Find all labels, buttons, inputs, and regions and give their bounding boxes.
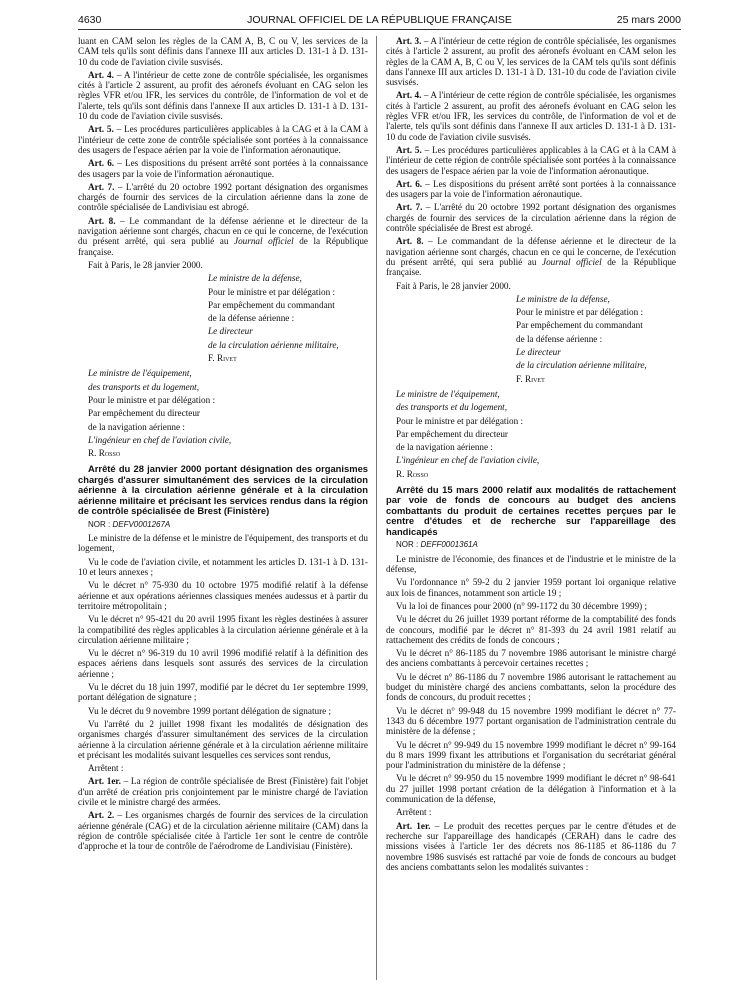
page-header: [78, 14, 681, 28]
article-label: Art. 3.: [396, 36, 422, 46]
article-label: Art. 1er.: [396, 820, 431, 831]
article-7: Art. 7. – L'arrêté du 20 octobre 1992 portant désignation des organismes chargés de fournir des services de la circulation aérienne dans la zone de contrôle spécialisée de Landivisiau est abrogé.: [78, 181, 368, 213]
page-number: 4630: [78, 14, 102, 26]
visa: Vu le décret n° 95-421 du 20 avril 1995 fixant les règles destinées à assurer la compatibilité des règles applicables à la circulation aérienne générale et à la circulation aérienne militaire ;: [78, 614, 368, 645]
visa: Vu le décret du 18 juin 1997, modifié par le décret du 1er septembre 1999, portant délégation de signature ;: [78, 682, 368, 703]
article-label: Art. 7.: [88, 181, 115, 192]
article-label: Art. 5.: [88, 124, 114, 135]
preamble: Le ministre de la défense et le ministre de l'équipement, des transports et du logement,: [78, 533, 368, 554]
right-column: [386, 36, 676, 875]
article-7: Art. 7. – L'arrêté du 20 octobre 1992 portant désignation des organismes chargés de fournir des services de la circulation aérienne dans la région de contrôle spécialisée de Brest est abrogé.: [386, 202, 676, 234]
article-4: Art. 4. – A l'intérieur de cette zone de contrôle spécialisée, les organismes cités à l'article 2 assurent, au profit des aéronefs évoluant en CAG selon les règles VFR et/ou IFR, les services du contrôle, de l'information de vol et de l'alerte, tels qu'ils sont définis dans l'annexe II aux articles D. 131-1 à D. 131-10 du code de l'aviation civile susvisés.: [78, 69, 368, 122]
article-5: Art. 5. – Les procédures particulières applicables à la CAG et à la CAM à l'intérieur de cette région de contrôle spécialisée sont portées à la connaissance des usagers de l'espace aérien par la voie de l'information aéronautique.: [386, 144, 676, 176]
visa: Vu la loi de finances pour 2000 (n° 99-1172 du 30 décembre 1999) ;: [396, 600, 648, 611]
visa: Vu le décret n° 99-948 du 15 novembre 1999 modifiant le décret n° 77-1343 du 6 décembre 1977 portant organisation de l'administration centrale du ministère de la défense ;: [386, 705, 676, 737]
visa: Vu le décret du 26 juillet 1939 portant réforme de la comptabilité des fonds de concours, modifié par le décret n° 81-393 du 24 avril 1981 relatif au rattachement des crédits de fonds de concours ;: [386, 614, 676, 645]
signature-defense: Le ministre de la défense, Pour le ministre et par délégation : Par empêchement du commandant de la défense aérienne : Le directeur de la circulation aérienne militaire, F. Rivet: [386, 294, 676, 384]
paragraph: luant en CAM selon les règles de la CAM A, B, C ou V, les services de la CAM tels qu'ils sont définis dans l'annexe III aux articles D. 131-1 à D. 131-10 du code de l'aviation civile susvisés.: [78, 36, 368, 67]
article-3: Art. 3. – A l'intérieur de cette région de contrôle spécialisée, les organismes cités à l'article 2 assurent, au profit des aéronefs évoluant en CAM selon les règles de la CAM A, B, C ou V, les services de la CAM tels qu'ils sont définis dans l'annexe III aux articles D. 131-1 à D. 131-10 du code de l'aviation civile susvisés.: [386, 36, 676, 88]
visa: Vu le code de l'aviation civile, et notamment les articles D. 131-1 à D. 131-10 et leurs annexes ;: [78, 556, 368, 578]
article-label: Art. 5.: [396, 144, 422, 155]
signatory-name: R. Rosso: [396, 468, 429, 479]
signature-defense: Le ministre de la défense, Pour le ministre et par délégation : Par empêchement du commandant de la défense aérienne : Le directeur de la circulation aérienne militaire, F. Rivet: [78, 273, 368, 363]
signing-place-date: Fait à Paris, le 28 janvier 2000.: [396, 280, 511, 291]
visa: Vu le décret n° 99-949 du 15 novembre 1999 modifiant le décret n° 99-164 du 8 mars 1999 fixant les attributions et l'organisation du secrétariat général pour l'administration du ministère de la défense ;: [386, 739, 676, 771]
article-4: Art. 4. – A l'intérieur de cette région de contrôle spécialisée, les organismes cités à l'article 2 assurent, au profit des aéronefs évoluant en CAG selon les règles VFR et/ou IFR, les services du contrôle, de l'information de vol et de l'alerte, tels qu'ils sont définis dans l'annexe II aux articles D. 131-1 à D. 131-10 du code de l'aviation civile susvisés.: [386, 90, 676, 142]
arretent-heading: Arrêtent :: [396, 807, 432, 818]
signature-equipement: Le ministre de l'équipement, des transports et du logement, Pour le ministre et par délégation : Par empêchement du directeur de la navigation aérienne : L'ingénieur en chef de l'aviation civile, R. Rosso: [78, 368, 258, 458]
article-6: Art. 6. – Les dispositions du présent arrêté sont portées à la connaissance des usagers par la voie de l'information aéronautique.: [78, 158, 368, 179]
article-label: Art. 6.: [88, 158, 115, 169]
left-column: [78, 36, 368, 855]
preamble: Le ministre de l'économie, des finances et de l'industrie et le ministre de la défense,: [386, 553, 676, 575]
journal-title: JOURNAL OFFICIEL DE LA RÉPUBLIQUE FRANÇAISE: [247, 14, 512, 26]
visa: Vu le décret du 9 novembre 1999 portant délégation de signature ;: [88, 705, 332, 716]
article-1: Art. 1er. – La région de contrôle spécialisée de Brest (Finistère) fait l'objet d'un arrêté de création pris conjointement par le ministre chargé de l'aviation civile et le ministre chargé des armées.: [78, 776, 368, 808]
visa: Vu l'ordonnance n° 59-2 du 2 janvier 1959 portant loi organique relative aux lois de finances, notamment son article 19 ;: [386, 577, 676, 598]
article-label: Art. 4.: [88, 69, 114, 80]
article-2: Art. 2. – Les organismes chargés de fournir des services de la circulation aérienne générale (CAG) et de la circulation aérienne militaire (CAM) dans la région de contrôle spécialisée citée à l'article 1er sont le centre de contrôle d'approche et la tour de contrôle de l'aérodrome de Landivisiau (Finistère).: [78, 810, 368, 852]
article-8: Art. 8. – Le commandant de la défense aérienne et le directeur de la navigation aérienne sont chargés, chacun en ce qui le concerne, de l'exécution du présent arrêté, qui sera publié au Journal officiel de la République française.: [78, 215, 368, 257]
article-1: Art. 1er. – Le produit des recettes perçues par le centre d'études et de recherche sur l'appareillage des handicapés (CERAH) dans le cadre des missions visées à l'article 1er des décrets nos 86-1185 et 86-1186 du 7 novembre 1986 susvisés est rattaché par voie de fonds de concours au budget des anciens combattants selon les modalités suivantes :: [386, 820, 676, 872]
visa: Vu le décret n° 86-1186 du 7 novembre 1986 autorisant le rattachement au budget du ministère chargé des anciens combattants, selon la procédure des fonds de concours, du produit recettes ;: [386, 671, 676, 703]
article-label: Art. 7.: [396, 202, 423, 213]
article-6: Art. 6. – Les dispositions du présent arrêté sont portées à la connaissance des usagers par la voie de l'information aéronautique.: [386, 178, 676, 200]
nor-reference: NOR : DEFV0001267A: [88, 519, 171, 529]
article-label: Art. 8.: [88, 215, 116, 226]
visa: Vu l'arrêté du 2 juillet 1998 fixant les modalités de désignation des organismes chargés d'assurer simultanément des services de la circulation aérienne à la circulation aérienne générale et à la circulation aérienne militaire et précisant les modalités suivant lesquelles ces services sont rendus,: [78, 718, 368, 760]
visa: Vu le décret n° 86-1185 du 7 novembre 1986 autorisant le ministre chargé des anciens combattants à percevoir certaines recettes ;: [386, 648, 676, 669]
decree-title: Arrêté du 15 mars 2000 relatif aux modalités de rattachement par voie de fonds de concours au budget des anciens combattants du produit de certaines recettes perçues par le centre d'études et de recherche sur l'appareillage des handicapés: [386, 483, 676, 537]
signature-equipement: Le ministre de l'équipement, des transports et du logement, Pour le ministre et par délégation : Par empêchement du directeur de la navigation aérienne : L'ingénieur en chef de l'aviation civile, R. Rosso: [386, 389, 566, 479]
nor-reference: NOR : DEFF0001361A: [396, 540, 478, 550]
visa: Vu le décret n° 96-319 du 10 avril 1996 modifié relatif à la définition des espaces aériens dans lesquels sont assurés des services de la circulation aérienne ;: [78, 648, 368, 679]
article-label: Art. 6.: [396, 178, 423, 189]
article-8: Art. 8. – Le commandant de la défense aérienne et le directeur de la navigation aérienne sont chargés, chacun en ce qui le concerne, de l'exécution du présent arrêté, qui sera publié au Journal officiel de la République française.: [386, 236, 676, 278]
column-divider: [376, 36, 377, 980]
arretent-heading: Arrêtent :: [88, 763, 124, 774]
visa: Vu le décret n° 75-930 du 10 octobre 1975 modifié relatif à la défense aérienne et aux opérations aériennes classiques menées audessus et à partir du territoire métropolitain ;: [78, 580, 368, 611]
header-rule: [78, 29, 681, 30]
article-label: Art. 1er.: [88, 776, 121, 787]
signing-place-date: Fait à Paris, le 28 janvier 2000.: [88, 259, 203, 270]
article-label: Art. 4.: [396, 90, 422, 101]
article-label: Art. 8.: [396, 236, 424, 247]
article-label: Art. 2.: [88, 810, 115, 821]
decree-title: Arrêté du 28 janvier 2000 portant désignation des organismes chargés d'assurer simultanément des services de la circulation aérienne à la circulation aérienne générale et à la circulation aérienne militaire et précisant les services rendus dans la région de contrôle spécialisée de Brest (Finistère): [78, 463, 368, 517]
visa: Vu le décret n° 99-950 du 15 novembre 1999 modifiant le décret n° 98-641 du 27 juillet 1998 portant création de la délégation à l'information et à la communication de la défense,: [386, 773, 676, 805]
issue-date: 25 mars 2000: [616, 14, 681, 26]
signatory-name: F. Rivet: [516, 373, 545, 384]
signatory-name: R. Rosso: [88, 448, 121, 459]
article-5: Art. 5. – Les procédures particulières applicables à la CAG et à la CAM à l'intérieur de cette zone de contrôle spécialisée sont portées à la connaissance des usagers de l'espace aérien par la voie de l'information aéronautique.: [78, 124, 368, 155]
signatory-name: F. Rivet: [208, 353, 237, 364]
